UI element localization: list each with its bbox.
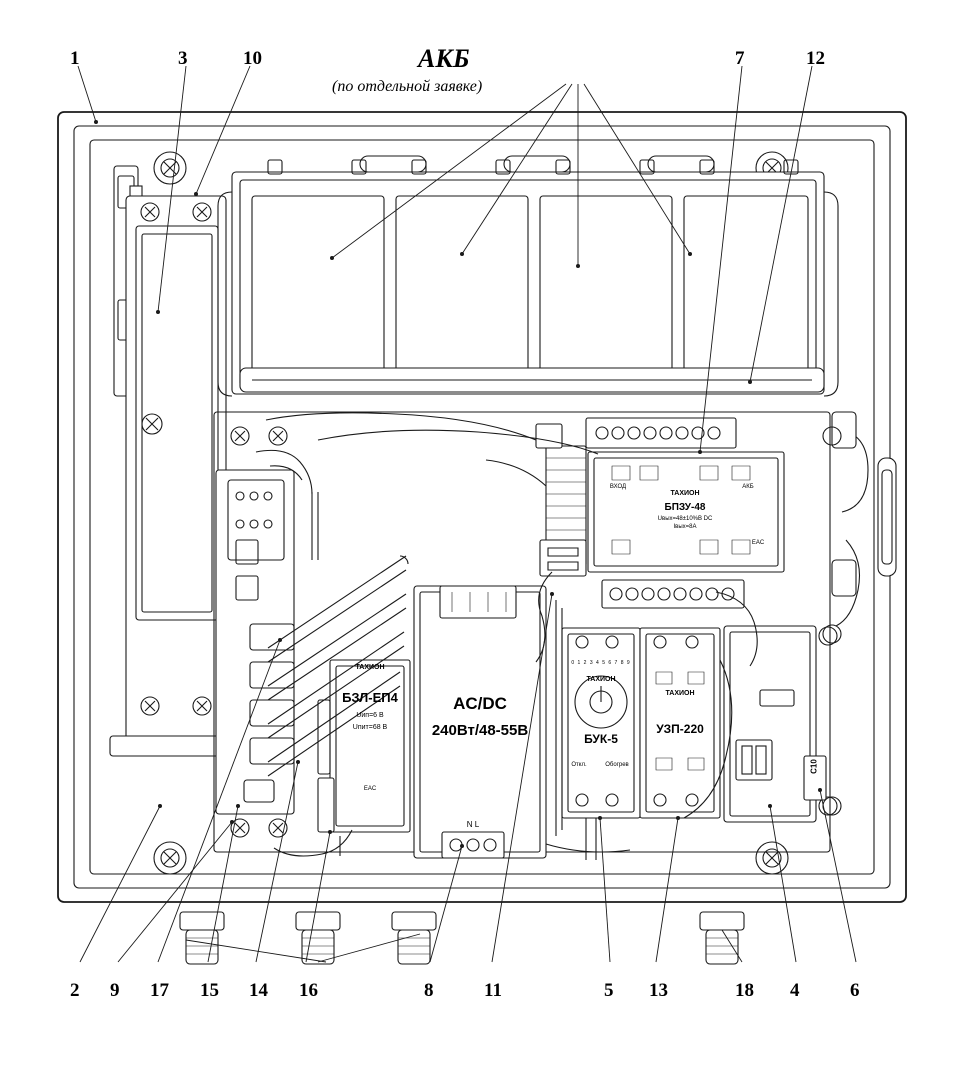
callout-8: 8 <box>424 980 434 1001</box>
callout-17: 17 <box>150 980 169 1001</box>
callout-12: 12 <box>806 48 825 69</box>
bzl-model: БЗЛ-ЕП4 <box>342 690 398 705</box>
psu-rating-label: 240Вт/48-55В <box>431 722 529 739</box>
bzl-brand: ТАХИОН <box>355 664 385 671</box>
psu-type-label: AC/DC <box>453 694 507 713</box>
bzl-spec-2: Uпит=68 В <box>352 724 388 731</box>
callout-11: 11 <box>484 980 502 1001</box>
callout-7: 7 <box>735 48 745 69</box>
left-door-panel <box>110 166 226 756</box>
bpzu-input-terminal-label: ВХОД <box>609 484 627 490</box>
bpzu-brand: ТАХИОН <box>670 490 700 497</box>
callout-2: 2 <box>70 980 80 1001</box>
left-din-block <box>216 470 294 814</box>
callout-9: 9 <box>110 980 120 1001</box>
uzp-model: УЗП-220 <box>656 722 704 736</box>
callout-3: 3 <box>178 48 188 69</box>
buk-model: БУК-5 <box>584 732 618 746</box>
uzp-brand: ТАХИОН <box>665 690 695 697</box>
callout-6: 6 <box>850 980 860 1001</box>
battery-shelf-akb <box>218 156 838 396</box>
bpzu-model: БПЗУ-48 <box>664 502 706 513</box>
title-akb-subtitle: (по отдельной заявке) <box>332 78 483 95</box>
bpzu-spec-2: Iвых=8А <box>673 524 697 530</box>
callout-13: 13 <box>649 980 668 1001</box>
callout-10: 10 <box>243 48 262 69</box>
bpzu-spec-1: Uвых=48±10%В DC <box>657 516 713 522</box>
title-akb: АКБ <box>418 44 470 73</box>
callout-18: 18 <box>735 980 754 1001</box>
callout-5: 5 <box>604 980 614 1001</box>
breaker-rating-label: C10 <box>809 759 819 774</box>
module-buk-5 <box>562 628 640 818</box>
buk-label-off: Откл. <box>571 762 587 768</box>
bzl-cert-mark: EAC <box>363 786 377 792</box>
buk-dial-scale: 0 1 2 3 4 5 6 7 8 9 <box>571 660 631 666</box>
callout-1: 1 <box>70 48 80 69</box>
bzl-spec-1: Uип=6 В <box>356 712 384 719</box>
circuit-breaker <box>724 626 826 822</box>
buk-label-heater: Обогрев <box>605 762 629 768</box>
callout-16: 16 <box>299 980 318 1001</box>
callout-4: 4 <box>790 980 800 1001</box>
psu-terminal-label: N L <box>466 820 480 829</box>
callout-14: 14 <box>249 980 268 1001</box>
bpzu-cert-mark: EAC <box>751 540 765 546</box>
module-bzl-ep4 <box>318 660 410 832</box>
buk-brand: ТАХИОН <box>586 676 616 683</box>
bpzu-battery-terminal-label: АКБ <box>742 484 754 490</box>
callout-15: 15 <box>200 980 219 1001</box>
